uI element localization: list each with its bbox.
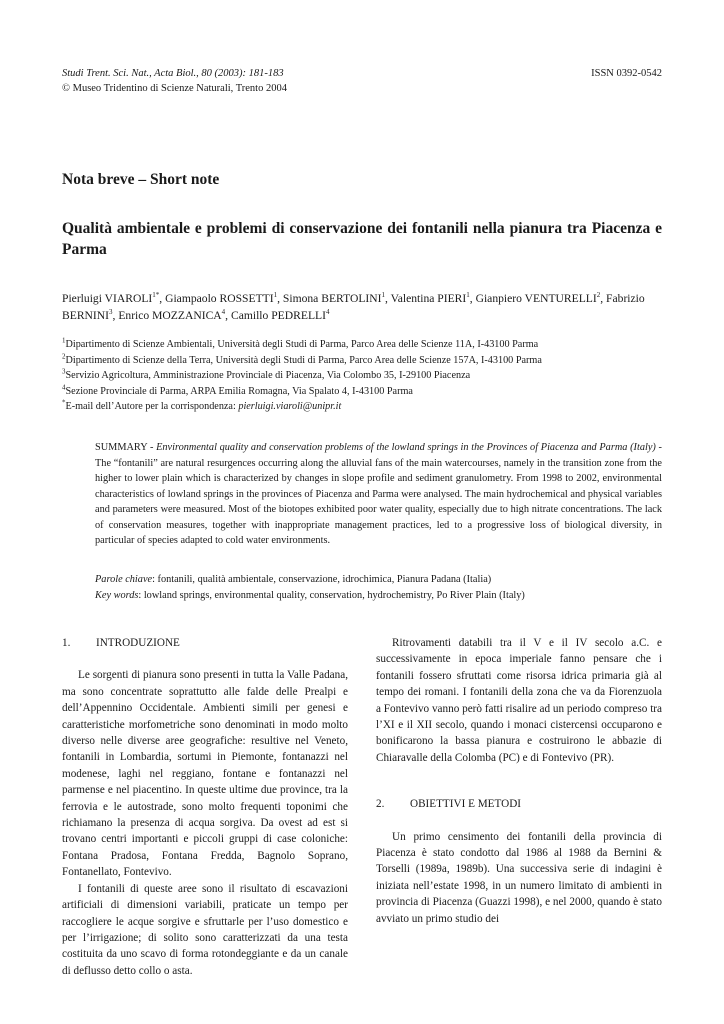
- museum-copyright: © Museo Tridentino di Scienze Naturali, Trento 2004: [62, 83, 287, 94]
- author-mark: 1: [273, 291, 278, 300]
- affiliation-list: [62, 337, 662, 415]
- paragraph: Le sorgenti di pianura sono presenti in tutta la Valle Padana, ma sono concentrate soprattutto alle falde delle Prealpi e dell’Appennino Occidentale. Ambienti simili per genesi e caratteristiche morfometriche sono denominati in modo molto diverso nelle diverse aree geografiche: resultive nel Veneto, fontanili in Lombardia, sortumi in Piemonte, fontanazzi nel modenese, laghi nel reggiano, fontane e fontanazzi nel parmense e nel piacentino. In queste ultime due province, tra la ferrovia e le autostrade, sono molto frequenti toponimi che richiamano la presenza di acqua sorgiva. Da ovest ad est si trovano centri importanti e piccoli gruppi di case coloniche: Fontana Pradosa, Fontana Fredda, Bagnolo Soprano, Fontanellato, Fontevivo.: [62, 669, 348, 879]
- paragraph: Un primo censimento dei fontanili della provincia di Piacenza è stato condotto dal 1986 al 1988 da Bernini & Torselli (1989a, 1989b). Una successiva serie di indagini è iniziata nell’estate 1998, in un numero limitato di ambienti in provincia di Piacenza (Guazzi 1998), e nel 2000, quando è stato avviato un primo studio dei: [376, 830, 662, 925]
- journal-citation: Studi Trent. Sci. Nat., Acta Biol., 80 (2003): 181-183: [62, 68, 284, 79]
- affiliation: [62, 384, 662, 400]
- affiliation-text: Dipartimento di Scienze Ambientali, Università degli Studi di Parma, Parco Area delle Scienze 11A, I-43100 Parma: [65, 339, 539, 350]
- keywords-it-text: : fontanili, qualità ambientale, conservazione, idrochimica, Pianura Padana (Italia): [152, 574, 492, 585]
- keywords-it-label: Parole chiave: [95, 574, 153, 585]
- keywords-en-text: : lowland springs, environmental quality, conservation, hydrochemistry, Po River Plain (Italy): [138, 589, 525, 601]
- affiliation: [62, 353, 662, 369]
- section-number: 2.: [376, 798, 385, 811]
- affiliation: [62, 337, 662, 353]
- author-mark: 1: [381, 291, 386, 300]
- summary-label: SUMMARY -: [95, 442, 157, 453]
- keywords-en-label: Key words: [95, 589, 139, 601]
- email-address[interactable]: pierluigi.viaroli@unipr.it: [238, 401, 342, 412]
- affiliation-text: Sezione Provinciale di Parma, ARPA Emilia Romagna, Via Spalato 4, I-43100 Parma: [65, 385, 413, 397]
- author-name: Gianpiero VENTURELLI: [475, 292, 597, 305]
- author-name: Valentina PIERI: [390, 292, 467, 305]
- summary-title: Environmental quality and conservation problems of the lowland springs in the Provinces of Piacenza and Parma (Italy): [156, 442, 656, 453]
- author-name: Enrico MOZZANICA: [118, 309, 222, 322]
- affiliation-mark: 4: [62, 383, 66, 392]
- section-heading-methods: [376, 796, 662, 812]
- keywords-block: [95, 572, 662, 603]
- paper-title: Qualità ambientale e problemi di conservazione dei fontanili nella pianura tra Piacenza e Parma: [62, 220, 662, 258]
- author-name: Giampaolo ROSSETTI: [165, 292, 274, 305]
- keywords-italian: [95, 572, 662, 588]
- summary-body: - The “fontanili” are natural resurgences occurring along the alluvial fans of the main watercourses, namely in the transition zone from the higher to lower plain which is characterized by changes in slope profile and sediment granulometry. From 1998 to 2002, environmental characteristics of lowland springs in the provinces of Piacenza and Parma were analysed. The main hydrochemical and physical variables and parameters were measured. Most of the biotopes exhibited poor water quality, especially due to high nitrate concentrations. The lack of conservation measures, together with inappropriate management practices, led to a progressive loss of biological diversity, in particular of species adapted to cold water environments.: [95, 442, 662, 546]
- author-mark: 4: [325, 308, 330, 317]
- section-number: 1.: [62, 637, 71, 649]
- paragraph: Ritrovamenti databili tra il V e il IV secolo a.C. e successivamente in epoca imperiale fanno pensare che i fontanili fossero sfruttati come risorsa idrica primaria già al tempo dei romani. I fontanili della zona che va da Fiorenzuola a Fontevivo vanno però fatti risalire ad un periodo compreso tra l’XI e il XII secolo, quando i monaci cistercensi occuparono e bonificarono la bassa pianura e costruirono le abbazie di Chiaravalle della Colomba (PC) e di Fontevivo (PR).: [376, 637, 662, 764]
- keywords-english: [95, 588, 662, 604]
- note-type-heading: Nota breve – Short note: [62, 171, 220, 188]
- affiliation-mark: 1: [62, 336, 66, 345]
- affiliation-mark: 2: [62, 352, 66, 361]
- paragraph: I fontanili di queste aree sono il risultato di escavazioni artificiali di dimensioni variabili, praticate un tempo per raccogliere le acque sorgive e sfruttarle per l’uso domestico e per l’irrigazione; di solito sono caratterizzati da una testa costituita da uno scavo di forma rotondeggiante e da un canale di deflusso detto collo o asta.: [62, 882, 348, 977]
- affiliation-text: Dipartimento di Scienze della Terra, Università degli Studi di Parma, Parco Area delle Scienze 157A, I-43100 Parma: [65, 354, 542, 366]
- author-list: Pierluigi $VIAROLI^{1*}$, Giampaolo ROSSETTI$^1$, Simona BERTOLINI$^1$, Valentina PIERI$^1$, Gianpiero VENTURELLI$^2$, Fabrizio BERNINI$^3$, Enrico MOZZANICA$^4$, Camillo PEDRELLI$^4$: [62, 291, 645, 322]
- affiliation-mark: 3: [62, 367, 66, 376]
- journal-header: [62, 66, 482, 96]
- email-mark: *: [62, 398, 66, 407]
- author-name: Fabrizio BERNINI: [62, 292, 645, 322]
- author-mark: 2: [596, 291, 601, 300]
- body-column-left: [62, 635, 348, 979]
- author-name: Camillo PEDRELLI: [230, 309, 326, 322]
- body-column-right: [376, 635, 662, 927]
- email-label: E-mail dell’Autore per la corrispondenza:: [65, 401, 239, 412]
- author-mark: 1*: [152, 291, 160, 300]
- author-name: Simona BERTOLINI: [282, 292, 382, 305]
- section-title: INTRODUZIONE: [96, 637, 180, 649]
- issn: ISSN 0392-0542: [591, 68, 662, 79]
- affiliation: [62, 368, 662, 384]
- section-title: OBIETTIVI E METODI: [410, 798, 522, 811]
- affiliation-text: Servizio Agricoltura, Amministrazione Provinciale di Piacenza, Via Colombo 35, I-29100 Piacenza: [65, 370, 471, 381]
- author-mark: 4: [221, 308, 226, 317]
- author-name: Pierluigi VIAROLI: [62, 292, 153, 305]
- summary-abstract: [95, 440, 662, 549]
- author-mark: 3: [109, 308, 113, 317]
- author-mark: 1: [466, 291, 470, 300]
- section-heading-intro: [62, 635, 348, 651]
- corresponding-email: [62, 399, 662, 415]
